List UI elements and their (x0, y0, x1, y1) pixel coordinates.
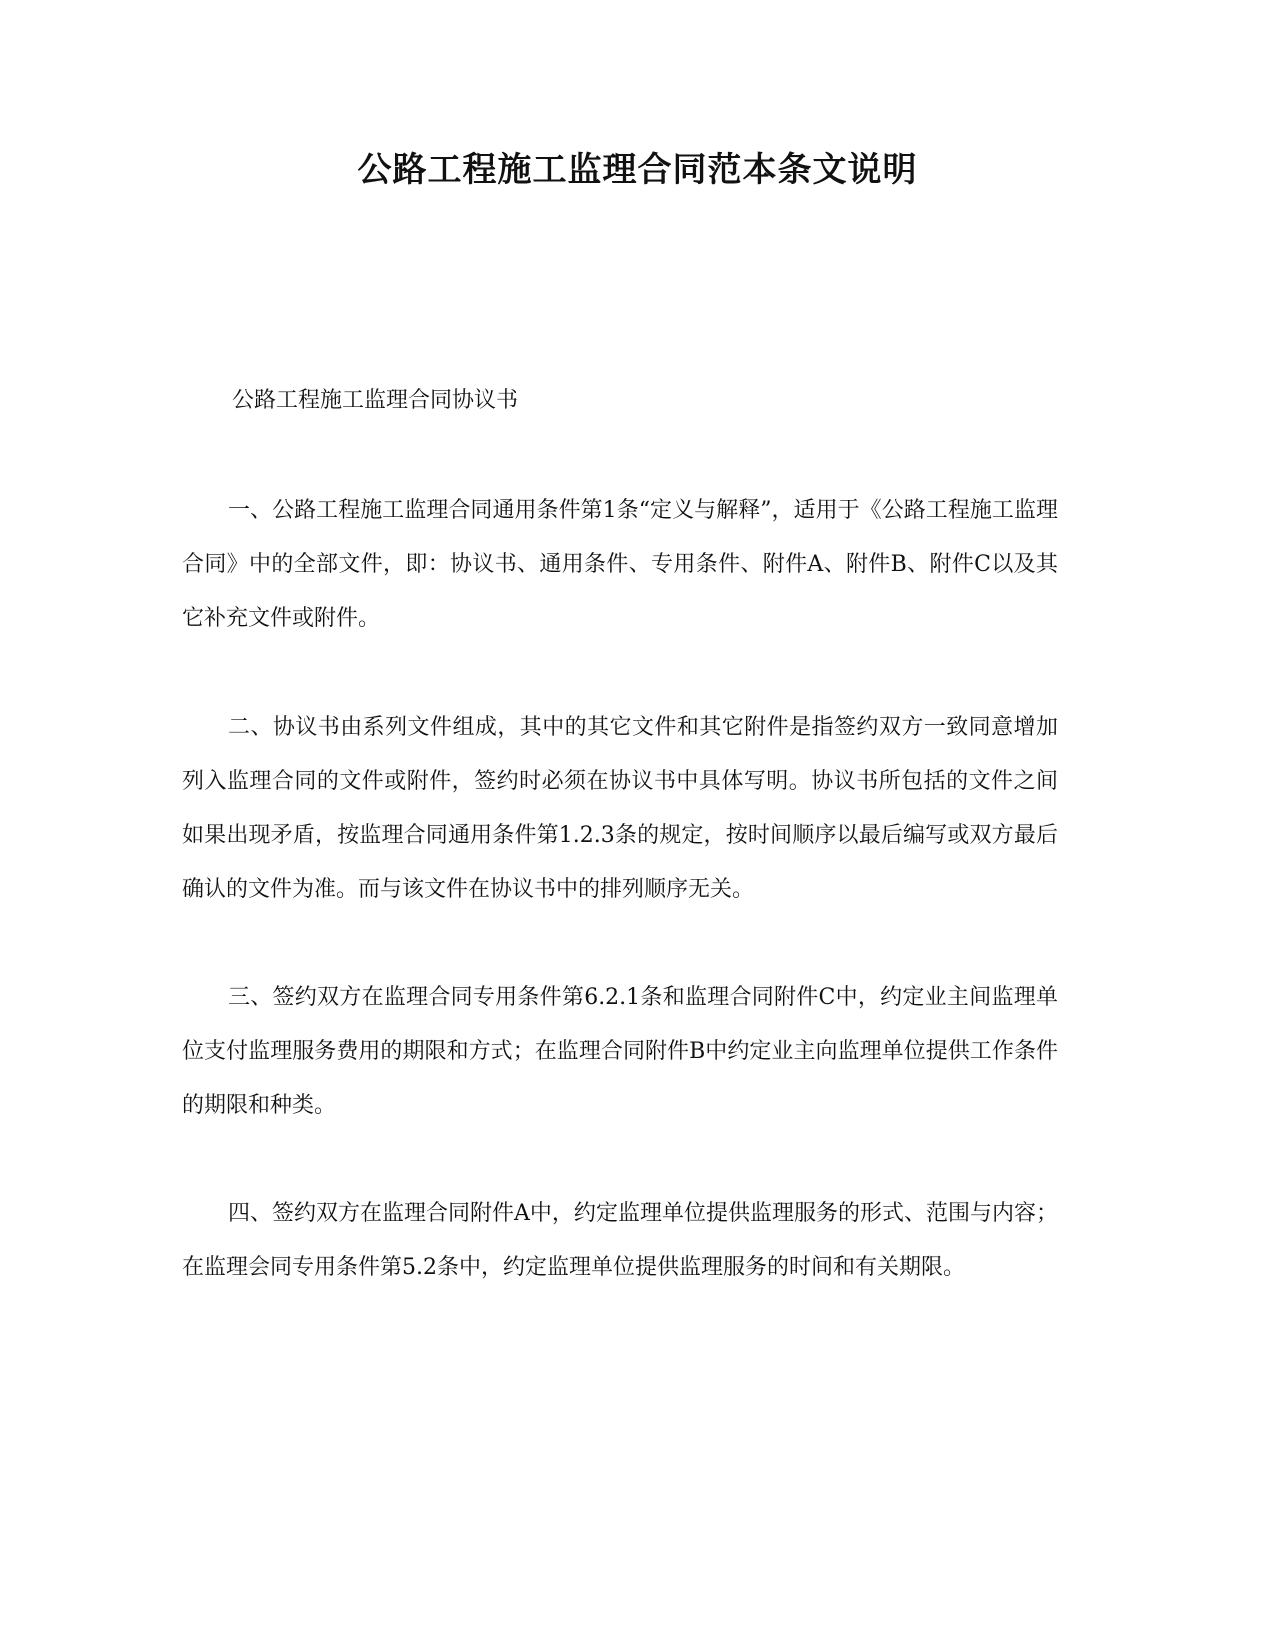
paragraph-4: 四、签约双方在监理合同附件A中，约定监理单位提供监理服务的形式、范围与内容；在监理会同专用条件第5.2条中，约定监理单位提供监理服务的时间和有关期限。 (182, 1201, 1058, 1280)
agreement-heading: 公路工程施工监理合同协议书 (232, 388, 519, 413)
document-title: 公路工程施工监理合同范本条文说明 (357, 150, 918, 190)
paragraph-1: 一、公路工程施工监理合同通用条件第1条“定义与解释”，适用于《公路工程施工监理合同》中的全部文件，即：协议书、通用条件、专用条件、附件A、附件B、附件C以及其它补充文件或附件。 (182, 498, 1058, 631)
paragraph-2: 二、协议书由系列文件组成，其中的其它文件和其它附件是指签约双方一致同意增加列入监理合同的文件或附件，签约时必须在协议书中具体写明。协议书所包括的文件之间如果出现矛盾，按监理合同通用条件第1.2.3条的规定，按时间顺序以最后编写或双方最后确认的文件为准。而与该文件在协议书中的排列顺序无关。 (182, 715, 1058, 902)
paragraph-3: 三、签约双方在监理合同专用条件第6.2.1条和监理合同附件C中，约定业主间监理单位支付监理服务费用的期限和方式；在监理合同附件B中约定业主向监理单位提供工作条件的期限和种类。 (182, 985, 1058, 1118)
